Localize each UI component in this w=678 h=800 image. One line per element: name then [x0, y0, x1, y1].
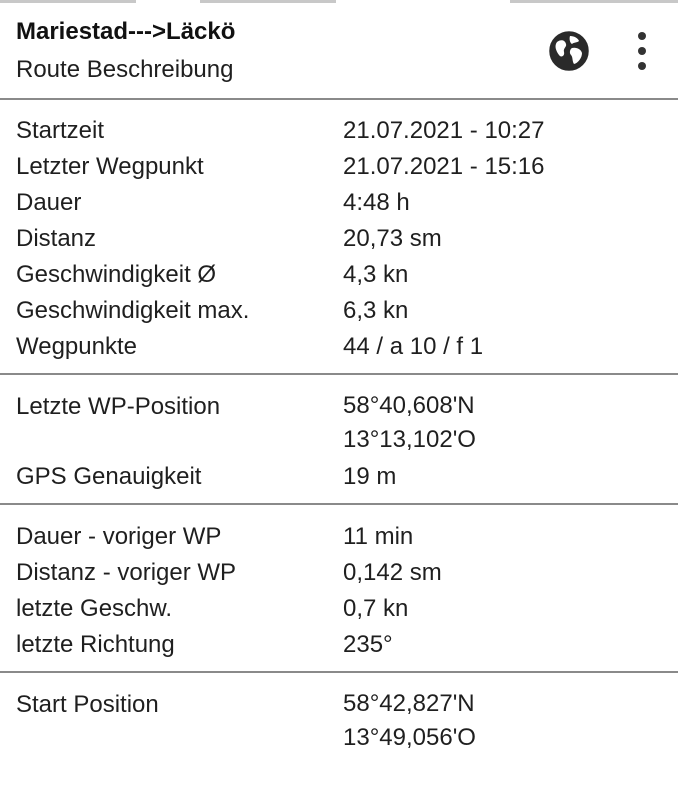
info-label: GPS Genauigkeit: [16, 463, 202, 490]
info-row-geschwindigkeit-max: [0, 293, 678, 329]
info-value: 21.07.2021 - 15:16: [343, 153, 545, 180]
info-row-geschwindigkeit-avg: [0, 257, 678, 293]
info-row-letzte-wp-position: [0, 389, 678, 459]
info-label: letzte Geschw.: [16, 595, 173, 622]
info-label: Wegpunkte: [16, 333, 137, 360]
menu-dot: [638, 47, 646, 55]
info-row-dauer: [0, 185, 678, 221]
info-label: Startzeit: [16, 117, 105, 144]
info-value: 0,142 sm: [343, 559, 442, 586]
info-label: Dauer: [16, 189, 82, 216]
start-position-section: [0, 687, 678, 757]
info-label: letzte Richtung: [16, 631, 175, 658]
divider: [0, 373, 678, 375]
coordinate-value: [343, 687, 476, 755]
menu-dot: [638, 62, 646, 70]
info-label: Geschwindigkeit Ø: [16, 261, 217, 288]
menu-dot: [638, 32, 646, 40]
info-label: Distanz - voriger WP: [16, 559, 237, 586]
info-row-letzte-richtung: [0, 627, 678, 663]
info-row-dauer-voriger-wp: [0, 519, 678, 555]
info-label: Letzte WP-Position: [16, 393, 221, 420]
route-stats-section: [0, 113, 678, 365]
info-row-startzeit: [0, 113, 678, 149]
latitude-value: 58°42,827'N: [343, 690, 475, 717]
info-label: Dauer - voriger WP: [16, 523, 222, 550]
globe-icon[interactable]: [548, 30, 590, 72]
info-value: 0,7 kn: [343, 595, 409, 622]
info-row-distanz-voriger-wp: [0, 555, 678, 591]
info-value: 11 min: [343, 523, 414, 550]
longitude-value: 13°13,102'O: [343, 426, 476, 453]
info-value: 20,73 sm: [343, 225, 442, 252]
route-title: Mariestad--->Läckö: [16, 18, 236, 45]
latitude-value: 58°40,608'N: [343, 392, 475, 419]
route-subtitle: Route Beschreibung: [16, 56, 234, 83]
divider: [0, 671, 678, 673]
info-row-start-position: [0, 687, 678, 757]
info-row-gps-genauigkeit: [0, 459, 678, 495]
previous-waypoint-section: [0, 519, 678, 663]
info-row-distanz: [0, 221, 678, 257]
info-label: Start Position: [16, 691, 159, 718]
app-header: [0, 0, 678, 99]
info-value: 6,3 kn: [343, 297, 409, 324]
coordinate-value: [343, 389, 476, 457]
info-value: 19 m: [343, 463, 397, 490]
divider: [0, 98, 678, 100]
info-label: Distanz: [16, 225, 97, 252]
info-row-letzte-geschw: [0, 591, 678, 627]
info-value: 21.07.2021 - 10:27: [343, 117, 545, 144]
last-position-section: [0, 389, 678, 495]
info-label: Letzter Wegpunkt: [16, 153, 204, 180]
divider: [0, 503, 678, 505]
info-value: 4:48 h: [343, 189, 410, 216]
info-label: Geschwindigkeit max.: [16, 297, 250, 324]
longitude-value: 13°49,056'O: [343, 724, 476, 751]
more-options-icon[interactable]: [628, 30, 658, 72]
info-value: 235°: [343, 631, 393, 658]
info-row-wegpunkte: [0, 329, 678, 365]
info-value: 44 / a 10 / f 1: [343, 333, 484, 360]
info-value: 4,3 kn: [343, 261, 409, 288]
info-row-letzter-wegpunkt: [0, 149, 678, 185]
